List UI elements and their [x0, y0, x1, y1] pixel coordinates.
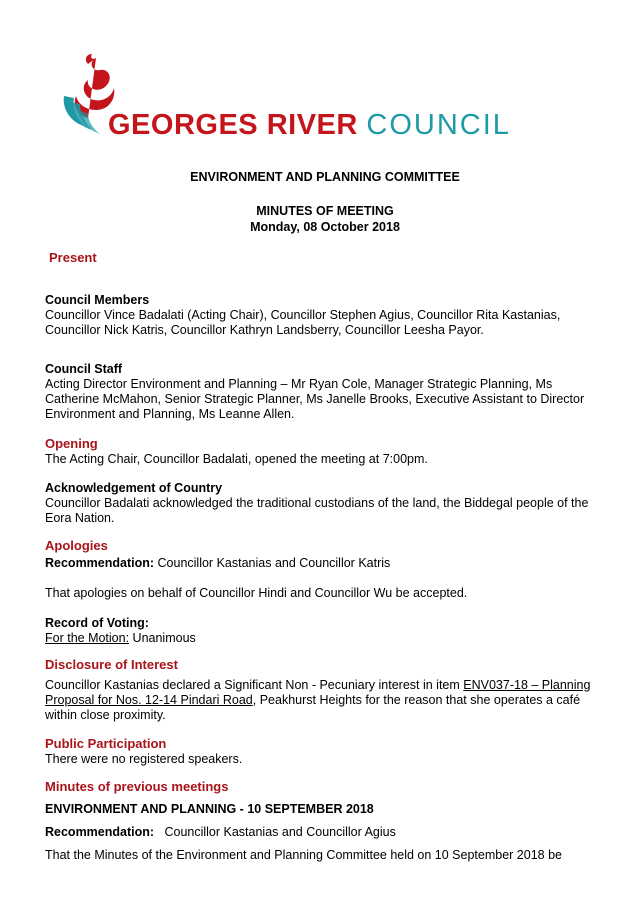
recommendation-label: Recommendation:	[45, 556, 155, 570]
logo-word-council: COUNCIL	[366, 109, 511, 141]
minutes-rec-label: Recommendation:	[45, 825, 155, 839]
minutes-title: MINUTES OF MEETING	[256, 204, 394, 218]
members-text: Councillor Vince Badalati (Acting Chair), Councillor Stephen Agius, Councillor Rita Kastanias, Councillor Nick Katris, Councillor Kathryn Landsberry, Councillor Leesha Payor.	[45, 308, 561, 337]
disclosure-text-start: Councillor Kastanias declared a Significant Non - Pecuniary interest in item	[45, 678, 464, 692]
minutes-item-title: ENVIRONMENT AND PLANNING - 10 SEPTEMBER 2018	[45, 802, 374, 816]
logo-word-georges-river: GEORGES RIVER	[108, 109, 358, 141]
disclosure-text-end: , Peakhurst Heights for the reason that she operates a café within close proximity.	[45, 693, 581, 722]
minutes-recommendation	[45, 825, 605, 840]
disclosure-heading: Disclosure of Interest	[45, 657, 178, 672]
council-logo	[58, 52, 518, 144]
disclosure-text	[45, 678, 605, 723]
committee-title: ENVIRONMENT AND PLANNING COMMITTEE	[190, 170, 460, 184]
staff-text: Acting Director Environment and Planning – Mr Ryan Cole, Manager Strategic Planning, Ms Catherine McMahon, Senior Strategic Planner, Ms Janelle Brooks, Executive Assistant to Director Environment and Planning, Ms Leanne Allen.	[45, 377, 585, 421]
minutes-text: That the Minutes of the Environment and Planning Committee held on 10 September 2018 be	[45, 848, 562, 862]
item-link[interactable]: ENV037-18 – Planning Proposal for Nos. 12-14 Pindari Road	[45, 678, 591, 707]
meeting-date: Monday, 08 October 2018	[250, 220, 400, 234]
minutes-rec-movers: Councillor Kastanias and Councillor Agius	[154, 825, 396, 839]
for-motion-label: For the Motion:	[45, 631, 130, 645]
staff-heading: Council Staff	[45, 362, 123, 376]
opening-text: The Acting Chair, Councillor Badalati, opened the meeting at 7:00pm.	[45, 452, 428, 466]
present-heading: Present	[49, 250, 97, 265]
apologies-recommendation	[45, 556, 605, 571]
members-heading: Council Members	[45, 293, 150, 307]
public-heading: Public Participation	[45, 736, 167, 751]
logo-wordmark	[108, 109, 511, 142]
for-motion-value: Unanimous	[129, 631, 196, 645]
voting-heading: Record of Voting:	[45, 616, 149, 630]
minutes-prev-heading: Minutes of previous meetings	[45, 779, 229, 794]
apologies-heading: Apologies	[45, 538, 108, 553]
recommendation-movers: Councillor Kastanias and Councillor Katris	[154, 556, 391, 570]
ack-heading: Acknowledgement of Country	[45, 481, 223, 495]
opening-heading: Opening	[45, 436, 98, 451]
apologies-text: That apologies on behalf of Councillor Hindi and Councillor Wu be accepted.	[45, 586, 468, 600]
voting-result	[45, 631, 605, 646]
public-text: There were no registered speakers.	[45, 752, 243, 766]
ack-text: Councillor Badalati acknowledged the traditional custodians of the land, the Biddegal people of the Eora Nation.	[45, 496, 589, 525]
